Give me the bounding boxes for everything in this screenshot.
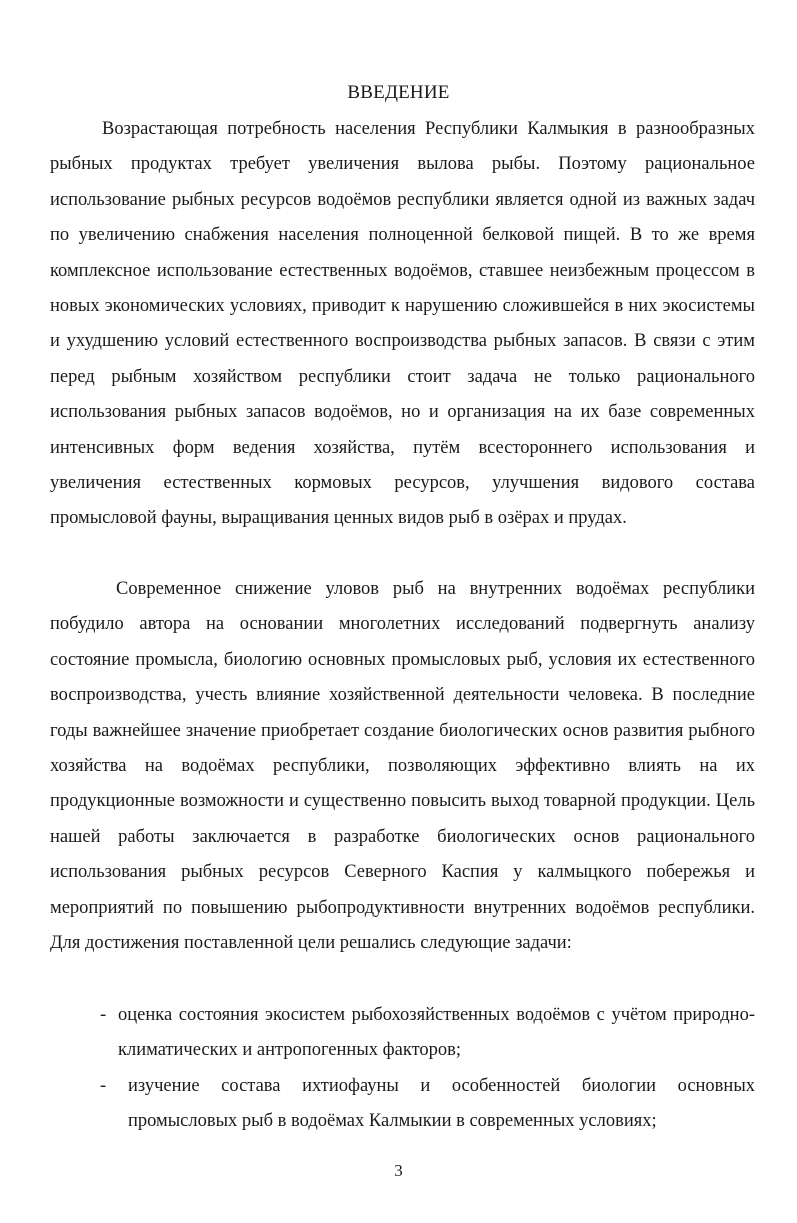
page-number: 3 bbox=[394, 1161, 403, 1180]
list-bullet: - bbox=[100, 1075, 107, 1096]
paragraph-goals: Современное снижение уловов рыб на внутренних водоёмах республики побудило автора на основании многолетних исследований подвергнуть анализу состояние промысла, биологию основных промысловых рыб, условия их естественного воспроизводства, учесть влияние хозяйственной деятельности человека. В последние годы важнейшее значение приобретает создание биологических основ развития рыбного хозяйства на водоёмах республики, позволяющих эффективно влиять на их продукционные возможности и существенно повысить выход товарной продукции. Цель нашей работы заключается в разработке биологических основ рационального использования рыбных ресурсов Северного Каспия у калмыцкого побережья и мероприятий по повышению рыбопродуктивности внутренних водоёмов республики. Для достижения поставленной цели решались следующие задачи: bbox=[50, 579, 755, 954]
task-list bbox=[100, 998, 755, 1140]
paragraph-intro: Возрастающая потребность населения Республики Калмыкия в разнообразных рыбных продуктах требует увеличения вылова рыбы. Поэтому рациональное использование рыбных ресурсов водоёмов республики является одной из важных задач по увеличению снабжения населения полноценной белковой пищей. В то же время комплексное использование естественных водоёмов, ставшее неизбежным процессом в новых экономических условиях, приводит к нарушению сложившейся в них экосистемы и ухудшению условий естественного воспроизводства рыбных запасов. В связи с этим перед рыбным хозяйством республики стоит задача не только рационального использования рыбных запасов водоёмов, но и организация на их базе современных интенсивных форм ведения хозяйства, путём всестороннего использования и увеличения естественных кормовых ресурсов, улучшения видового состава промысловой фауны, выращивания ценных видов рыб в озёрах и прудах. bbox=[50, 119, 755, 529]
list-item bbox=[100, 1069, 755, 1140]
list-bullet: - bbox=[100, 1005, 107, 1025]
list-item bbox=[100, 998, 755, 1069]
list-item-text: оценка состояния экосистем рыбохозяйственных водоёмов с учётом природно-климатических и антропогенных факторов; bbox=[118, 1005, 755, 1061]
list-item-text: изучение состава ихтиофауны и особенностей биологии основных промысловых рыб в водоёмах Калмыкии в современных условиях; bbox=[128, 1075, 755, 1132]
page-title: ВВЕДЕНИЕ bbox=[347, 82, 450, 103]
